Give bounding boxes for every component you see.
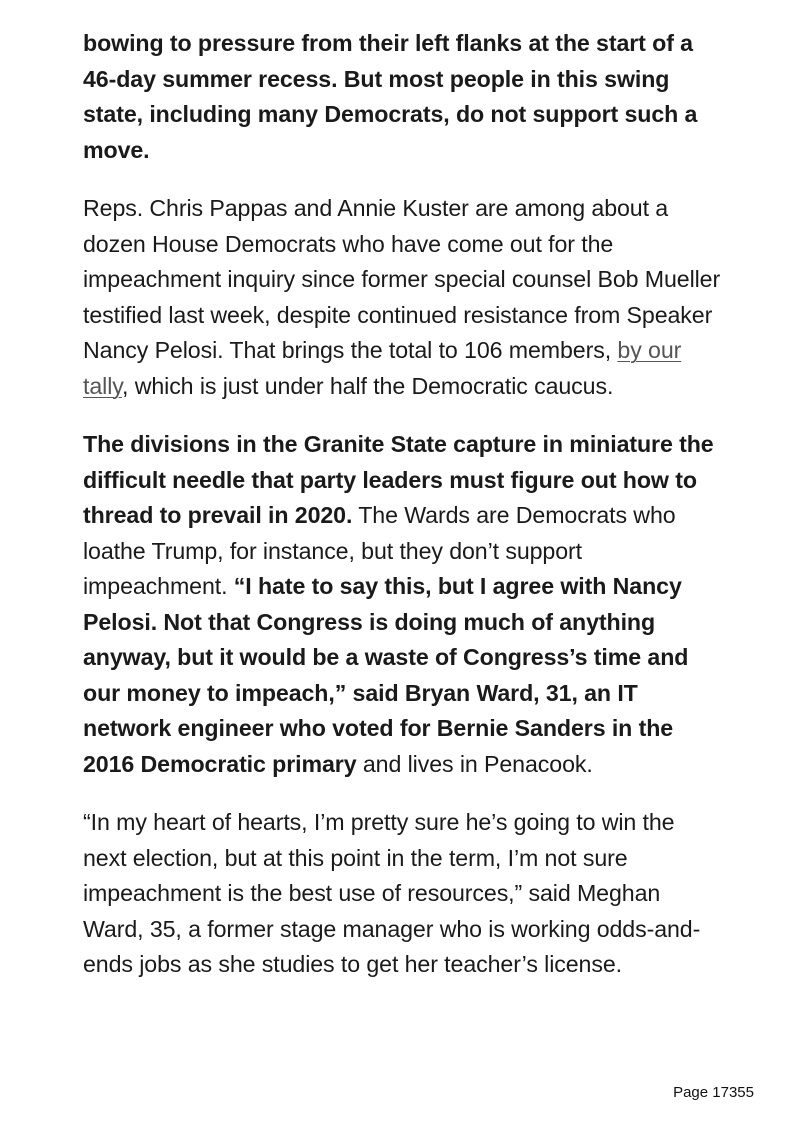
paragraph-1-bold-text: bowing to pressure from their left flanks at the start of a 46-day summer recess. But most people in this swing state, including many Democrats, do not support such a move. [83, 30, 698, 163]
paragraph-3-bold-quote: “I hate to say this, but I agree with Nancy Pelosi. Not that Congress is doing much of anything anyway, but it would be a waste of Congress’s time and our money to impeach,” said Bryan Ward, 31, an IT network engineer who voted for Bernie Sanders in the 2016 Democratic primary [83, 573, 689, 777]
paragraph-3-text-end: and lives in Penacook. [356, 750, 593, 777]
paragraph-1 [83, 26, 723, 168]
paragraph-3-bold-lead: The divisions in the Granite State capture in miniature the difficult needle that party leaders must figure out how to thread to prevail in 2020. [83, 431, 714, 528]
paragraph-4 [83, 805, 723, 983]
article-body [83, 26, 723, 1006]
paragraph-2-text-start: Reps. Chris Pappas and Annie Kuster are among about a dozen House Democrats who have come out for the impeachment inquiry since former special counsel Bob Mueller testified last week, despite continued resistance from Speaker Nancy Pelosi. That brings the total to 106 members, [83, 195, 721, 363]
paragraph-2 [83, 191, 723, 404]
paragraph-4-text: “In my heart of hearts, I’m pretty sure he’s going to win the next election, but at this point in the term, I’m not sure impeachment is the best use of resources,” said Meghan Ward, 35, a former stage manager who is working odds-and-ends jobs as she studies to get her teacher’s license. [83, 809, 701, 977]
page-number: Page 17355 [673, 1084, 754, 1101]
paragraph-3 [83, 427, 723, 782]
tally-link[interactable]: by our tally [83, 337, 682, 399]
paragraph-3-text-mid: The Wards are Democrats who loathe Trump, for instance, but they don’t support impeachment. [83, 502, 676, 599]
paragraph-2-text-end: , which is just under half the Democratic caucus. [122, 372, 614, 399]
